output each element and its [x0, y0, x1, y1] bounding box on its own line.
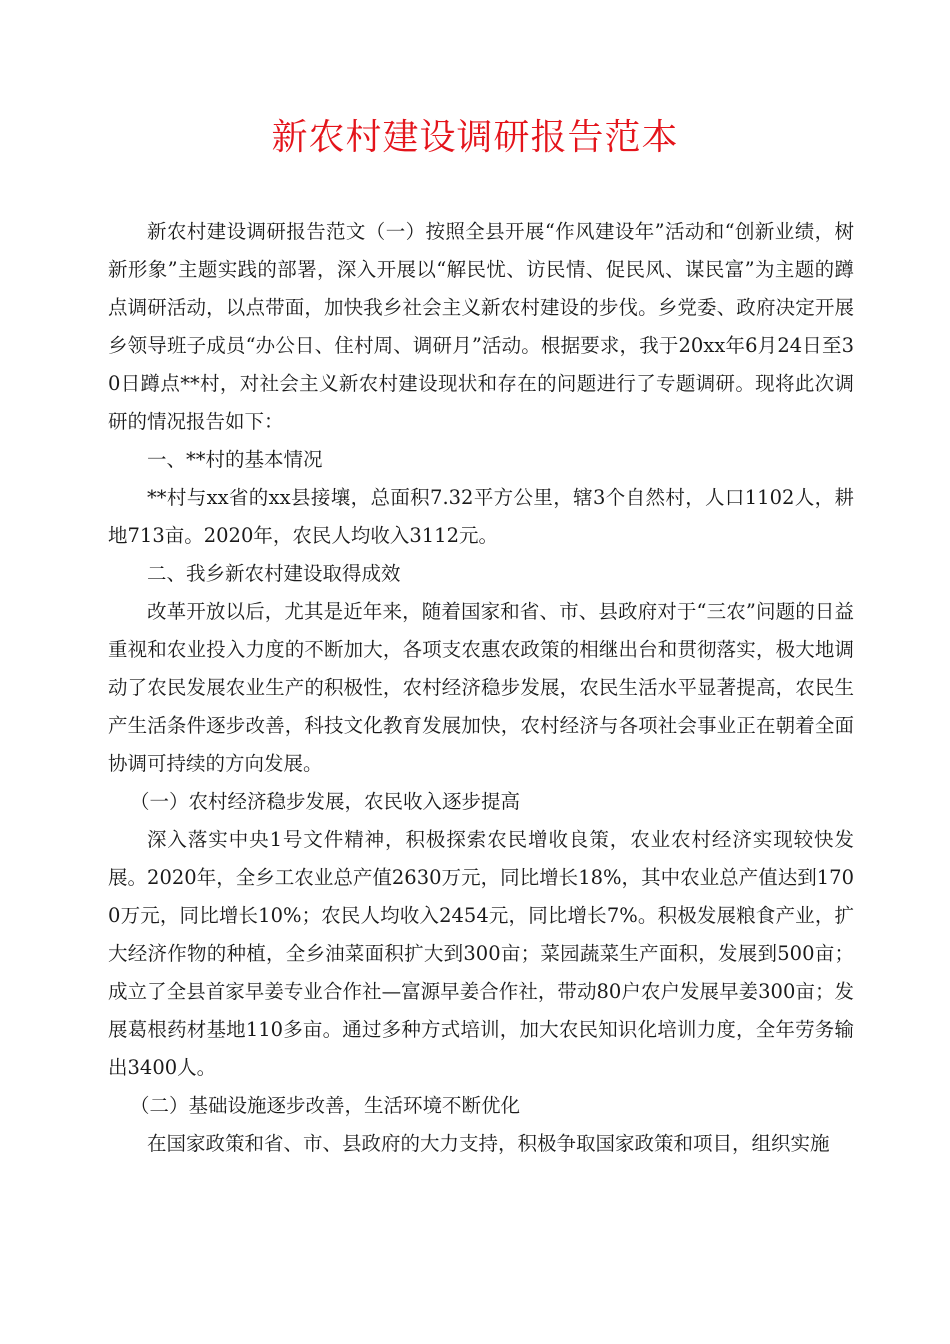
section-heading-basic-info: 一、**村的基本情况	[147, 448, 323, 471]
achievements-paragraph: 改革开放以后，尤其是近年来，随着国家和省、市、县政府对于“三农”问题的日益重视和农业投入力度的不断加大，各项支农惠农政策的相继出台和贯彻落实，极大地调动了农民发展农业生产的积极性，农村经济稳步发展，农民生活水平显著提高，农民生产生活条件逐步改善，科技文化教育发展加快，农村经济与各项社会事业正在朝着全面协调可持续的方向发展。	[108, 600, 854, 775]
infrastructure-paragraph: 在国家政策和省、市、县政府的大力支持，积极争取国家政策和项目，组织实施	[147, 1132, 830, 1155]
document-title: 新农村建设调研报告范本	[271, 117, 679, 158]
economy-paragraph: 深入落实中央1号文件精神，积极探索农民增收良策，农业农村经济实现较快发展。2020年，全乡工农业总产值2630万元，同比增长18%，其中农业总产值达到1700万元，同比增长10%；农民人均收入2454元，同比增长7%。积极发展粮食产业，扩大经济作物的种植，全乡油菜面积扩大到300亩；菜园蔬菜生产面积，发展到500亩；成立了全县首家早姜专业合作社—富源早姜合作社，带动80户农户发展早姜300亩；发展葛根药材基地110多亩。通过多种方式培训，加大农民知识化培训力度，全年劳务输出3400人。	[108, 828, 854, 1079]
section-heading-achievements: 二、我乡新农村建设取得成效	[147, 562, 401, 585]
document-body	[108, 213, 854, 1163]
basic-info-paragraph: **村与xx省的xx县接壤，总面积7.32平方公里，辖3个自然村，人口1102人，耕地713亩。2020年，农民人均收入3112元。	[108, 486, 854, 547]
intro-paragraph: 新农村建设调研报告范文（一）按照全县开展“作风建设年”活动和“创新业绩，树新形象”主题实践的部署，深入开展以“解民忧、访民情、促民风、谋民富”为主题的蹲点调研活动，以点带面，加快我乡社会主义新农村建设的步伐。乡党委、政府决定开展乡领导班子成员“办公日、住村周、调研月”活动。根据要求，我于20xx年6月24日至30日蹲点**村，对社会主义新农村建设现状和存在的问题进行了专题调研。现将此次调研的情况报告如下：	[108, 220, 854, 433]
subsection-heading-infrastructure: （二）基础设施逐步改善，生活环境不断优化	[130, 1094, 521, 1117]
subsection-heading-economy: （一）农村经济稳步发展，农民收入逐步提高	[130, 790, 521, 813]
